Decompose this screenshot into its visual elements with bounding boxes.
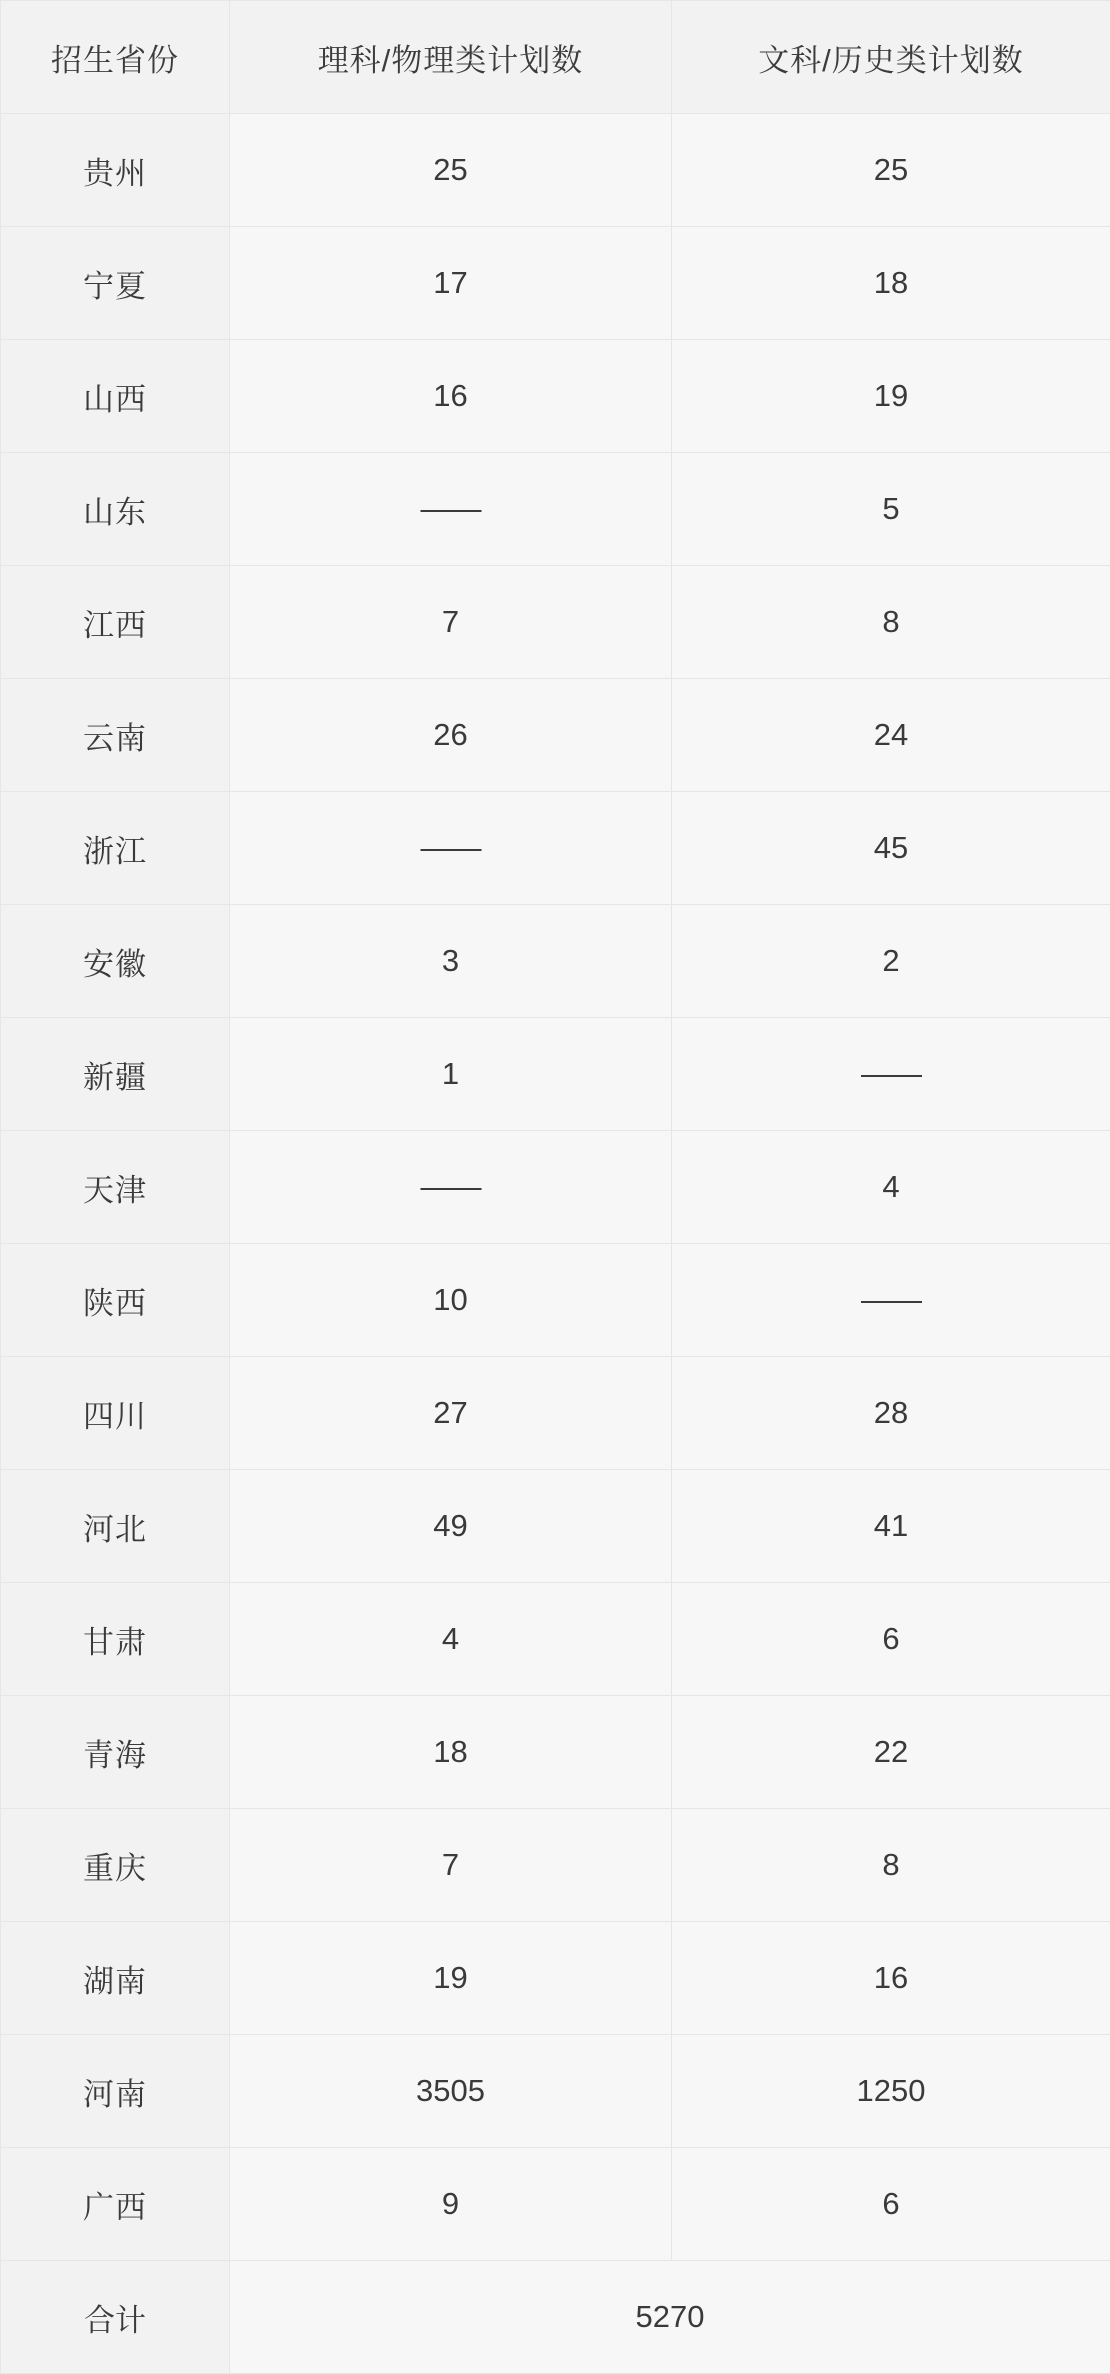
cell-science: 16 bbox=[230, 340, 672, 453]
table-row bbox=[1, 2035, 1110, 2148]
cell-arts: 5 bbox=[672, 453, 1110, 566]
table-row bbox=[1, 1018, 1110, 1131]
cell-science: 25 bbox=[230, 114, 672, 227]
table-row bbox=[1, 1357, 1110, 1470]
cell-science: 4 bbox=[230, 1583, 672, 1696]
cell-science: 3 bbox=[230, 905, 672, 1018]
cell-arts: 22 bbox=[672, 1696, 1110, 1809]
table-row bbox=[1, 1809, 1110, 1922]
cell-science: —— bbox=[230, 1131, 672, 1244]
cell-arts: 45 bbox=[672, 792, 1110, 905]
table-header bbox=[1, 1, 1110, 114]
cell-province: 宁夏 bbox=[1, 227, 230, 340]
cell-province: 四川 bbox=[1, 1357, 230, 1470]
cell-arts: 8 bbox=[672, 566, 1110, 679]
cell-science: 1 bbox=[230, 1018, 672, 1131]
table-row bbox=[1, 1131, 1110, 1244]
cell-science: 10 bbox=[230, 1244, 672, 1357]
table-row bbox=[1, 2148, 1110, 2261]
cell-arts: 4 bbox=[672, 1131, 1110, 1244]
table-row bbox=[1, 227, 1110, 340]
table-row bbox=[1, 905, 1110, 1018]
cell-province: 山东 bbox=[1, 453, 230, 566]
cell-science: —— bbox=[230, 792, 672, 905]
table-row bbox=[1, 792, 1110, 905]
cell-arts: 25 bbox=[672, 114, 1110, 227]
table-row bbox=[1, 1470, 1110, 1583]
cell-arts: —— bbox=[672, 1018, 1110, 1131]
table-row bbox=[1, 1583, 1110, 1696]
table-row bbox=[1, 566, 1110, 679]
cell-arts: 1250 bbox=[672, 2035, 1110, 2148]
cell-province: 云南 bbox=[1, 679, 230, 792]
cell-arts: —— bbox=[672, 1244, 1110, 1357]
table-row bbox=[1, 1696, 1110, 1809]
cell-arts: 2 bbox=[672, 905, 1110, 1018]
cell-province: 陕西 bbox=[1, 1244, 230, 1357]
table-row bbox=[1, 340, 1110, 453]
cell-science: 17 bbox=[230, 227, 672, 340]
table-row bbox=[1, 114, 1110, 227]
table-row bbox=[1, 1922, 1110, 2035]
cell-province: 甘肃 bbox=[1, 1583, 230, 1696]
cell-province: 天津 bbox=[1, 1131, 230, 1244]
cell-province: 山西 bbox=[1, 340, 230, 453]
cell-science: —— bbox=[230, 453, 672, 566]
cell-science: 9 bbox=[230, 2148, 672, 2261]
cell-arts: 16 bbox=[672, 1922, 1110, 2035]
cell-arts: 8 bbox=[672, 1809, 1110, 1922]
cell-arts: 28 bbox=[672, 1357, 1110, 1470]
cell-science: 7 bbox=[230, 566, 672, 679]
cell-science: 18 bbox=[230, 1696, 672, 1809]
cell-science: 27 bbox=[230, 1357, 672, 1470]
cell-province: 新疆 bbox=[1, 1018, 230, 1131]
cell-province: 河北 bbox=[1, 1470, 230, 1583]
column-header-science: 理科/物理类计划数 bbox=[230, 1, 672, 114]
table-row bbox=[1, 679, 1110, 792]
cell-province: 青海 bbox=[1, 1696, 230, 1809]
cell-arts: 18 bbox=[672, 227, 1110, 340]
table-total-row bbox=[1, 2261, 1110, 2374]
cell-province: 湖南 bbox=[1, 1922, 230, 2035]
cell-province: 浙江 bbox=[1, 792, 230, 905]
column-header-province: 招生省份 bbox=[1, 1, 230, 114]
cell-province: 江西 bbox=[1, 566, 230, 679]
cell-arts: 6 bbox=[672, 2148, 1110, 2261]
cell-province: 贵州 bbox=[1, 114, 230, 227]
cell-arts: 19 bbox=[672, 340, 1110, 453]
table-row bbox=[1, 453, 1110, 566]
cell-arts: 24 bbox=[672, 679, 1110, 792]
table-body bbox=[1, 114, 1110, 2374]
column-header-arts: 文科/历史类计划数 bbox=[672, 1, 1110, 114]
table-header-row bbox=[1, 1, 1110, 114]
cell-science: 19 bbox=[230, 1922, 672, 2035]
cell-total-value: 5270 bbox=[230, 2261, 1110, 2374]
cell-science: 7 bbox=[230, 1809, 672, 1922]
cell-province: 重庆 bbox=[1, 1809, 230, 1922]
cell-province: 河南 bbox=[1, 2035, 230, 2148]
cell-science: 3505 bbox=[230, 2035, 672, 2148]
table-row bbox=[1, 1244, 1110, 1357]
cell-total-label: 合计 bbox=[1, 2261, 230, 2374]
cell-science: 49 bbox=[230, 1470, 672, 1583]
cell-arts: 41 bbox=[672, 1470, 1110, 1583]
cell-province: 广西 bbox=[1, 2148, 230, 2261]
cell-province: 安徽 bbox=[1, 905, 230, 1018]
cell-science: 26 bbox=[230, 679, 672, 792]
cell-arts: 6 bbox=[672, 1583, 1110, 1696]
